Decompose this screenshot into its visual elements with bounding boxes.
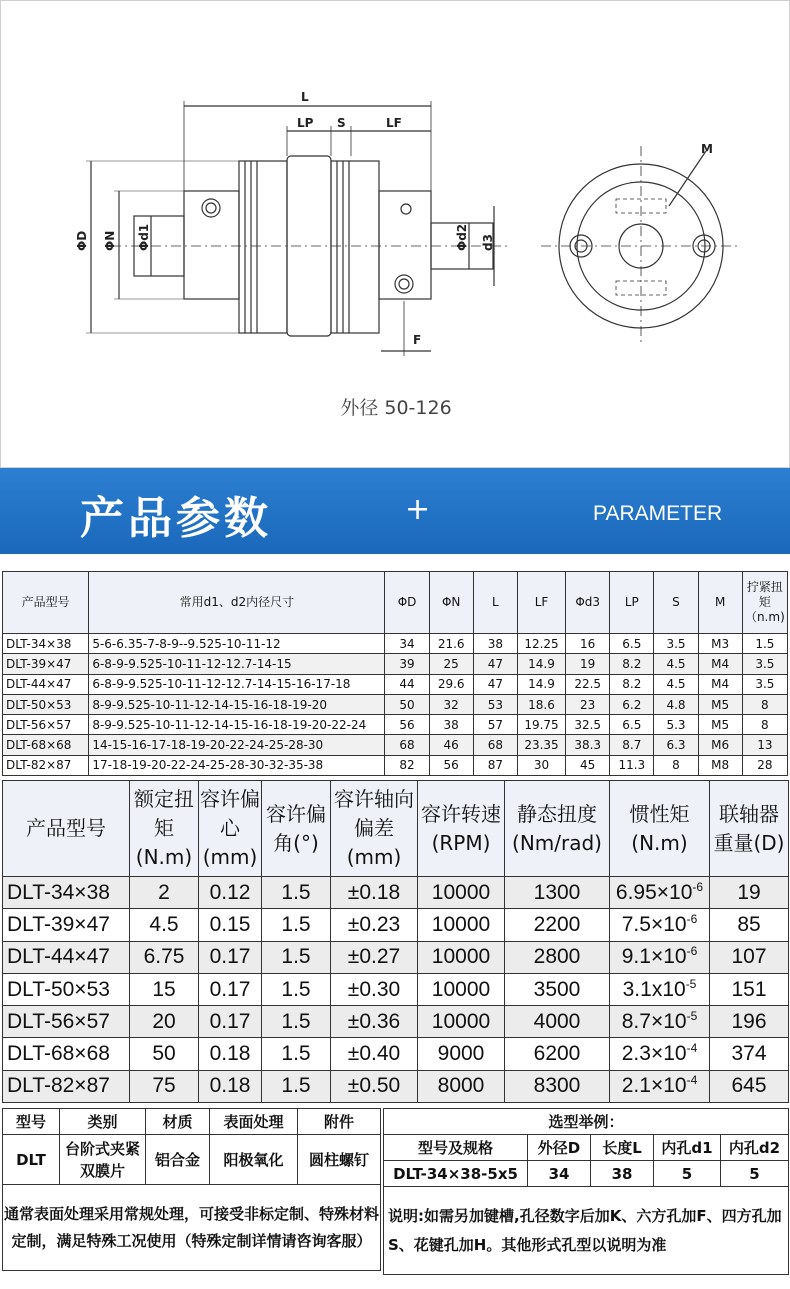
spec-cell: DLT bbox=[3, 1135, 60, 1185]
dimensions-row bbox=[3, 755, 788, 775]
dimensions-row bbox=[3, 674, 788, 694]
col-header: 惯性矩(N.m) bbox=[610, 781, 710, 877]
performance-cell-model: DLT-34×38 bbox=[3, 877, 130, 909]
dimensions-header-row bbox=[3, 572, 788, 634]
dimensions-cell: DLT-56×57 bbox=[3, 715, 89, 735]
inertia-base: 6.95×10 bbox=[615, 880, 693, 904]
performance-cell-weight: 151 bbox=[710, 973, 789, 1005]
dimensions-cell: 32 bbox=[429, 694, 473, 714]
col-header: 产品型号 bbox=[3, 572, 89, 634]
col-header: 类别 bbox=[60, 1109, 146, 1135]
dimensions-cell: 47 bbox=[473, 674, 517, 694]
label-M: M bbox=[701, 142, 713, 156]
inertia-base: 2.1×10 bbox=[621, 1074, 687, 1098]
performance-cell-axial: ±0.30 bbox=[331, 973, 418, 1005]
banner-title: 产品参数 bbox=[80, 493, 272, 544]
performance-cell-stiff: 2800 bbox=[505, 941, 610, 973]
dimensions-cell: 8.2 bbox=[610, 674, 654, 694]
left-flange bbox=[239, 161, 287, 333]
performance-cell-stiff: 3500 bbox=[505, 973, 610, 1005]
inertia-base: 2.3×10 bbox=[621, 1042, 687, 1066]
dimensions-row bbox=[3, 694, 788, 714]
dimensions-cell: 32.5 bbox=[566, 715, 610, 735]
inertia-exponent: -6 bbox=[692, 879, 704, 894]
performance-cell-weight: 85 bbox=[710, 909, 789, 941]
dimensions-cell: M8 bbox=[698, 755, 742, 775]
spec-header-row bbox=[3, 1109, 381, 1135]
performance-cell-weight: 107 bbox=[710, 941, 789, 973]
dimensions-cell: 87 bbox=[473, 755, 517, 775]
inertia-base: 3.1x10 bbox=[622, 977, 686, 1001]
performance-cell-rpm: 10000 bbox=[418, 909, 505, 941]
inertia-exponent: -5 bbox=[685, 976, 697, 991]
performance-row bbox=[3, 1070, 789, 1102]
performance-row bbox=[3, 1006, 789, 1038]
performance-cell-ecc: 0.15 bbox=[199, 909, 262, 941]
performance-cell-weight: 19 bbox=[710, 877, 789, 909]
dimensions-cell: 21.6 bbox=[429, 634, 473, 654]
performance-cell-inertia bbox=[610, 1070, 710, 1102]
label-LP: LP bbox=[297, 116, 314, 130]
performance-cell-weight: 196 bbox=[710, 1006, 789, 1038]
inertia-exponent: -6 bbox=[686, 911, 698, 926]
performance-cell-angle: 1.5 bbox=[262, 1070, 331, 1102]
dimensions-cell: 5-6-6.35-7-8-9--9.525-10-11-12 bbox=[89, 634, 385, 654]
inertia-exponent: -4 bbox=[686, 1041, 698, 1056]
performance-row bbox=[3, 973, 789, 1005]
col-header: L bbox=[473, 572, 517, 634]
dimensions-row bbox=[3, 634, 788, 654]
example-note: 说明:如需另加键槽,孔径数字后加K、六方孔加F、四方孔加S、花键孔加H。其他形式孔型以说明为准 bbox=[384, 1187, 789, 1275]
col-header: ΦD bbox=[385, 572, 429, 634]
col-header: M bbox=[698, 572, 742, 634]
col-header: 长度L bbox=[591, 1135, 654, 1161]
example-cell: 38 bbox=[591, 1161, 654, 1187]
dimensions-cell: 6.5 bbox=[610, 634, 654, 654]
performance-header-row bbox=[3, 781, 789, 877]
dimensions-cell: 11.3 bbox=[610, 755, 654, 775]
performance-cell-rpm: 8000 bbox=[418, 1070, 505, 1102]
performance-cell-rpm: 10000 bbox=[418, 1006, 505, 1038]
performance-cell-axial: ±0.27 bbox=[331, 941, 418, 973]
dimensions-cell: 50 bbox=[385, 694, 429, 714]
dimensions-cell: 56 bbox=[429, 755, 473, 775]
performance-cell-axial: ±0.18 bbox=[331, 877, 418, 909]
performance-cell-angle: 1.5 bbox=[262, 1006, 331, 1038]
performance-cell-rpm: 10000 bbox=[418, 973, 505, 1005]
dimensions-cell: 14.9 bbox=[517, 674, 565, 694]
dimensions-cell: DLT-82×87 bbox=[3, 755, 89, 775]
performance-cell-inertia bbox=[610, 877, 710, 909]
dimensions-cell: 68 bbox=[473, 735, 517, 755]
col-header: 额定扭矩(N.m) bbox=[130, 781, 199, 877]
dimensions-cell: 19 bbox=[566, 654, 610, 674]
dimensions-cell: 12.25 bbox=[517, 634, 565, 654]
label-L: L bbox=[301, 90, 309, 104]
performance-cell-axial: ±0.40 bbox=[331, 1038, 418, 1070]
dimensions-cell: 3.5 bbox=[654, 634, 698, 654]
dimensions-cell: 6.2 bbox=[610, 694, 654, 714]
dimensions-cell: 6.5 bbox=[610, 715, 654, 735]
dimensions-cell: 4.5 bbox=[654, 674, 698, 694]
performance-cell-torque: 6.75 bbox=[130, 941, 199, 973]
dimensions-cell: 4.5 bbox=[654, 654, 698, 674]
performance-row bbox=[3, 909, 789, 941]
label-phid2: Φd2 bbox=[455, 223, 469, 251]
dimensions-cell: 6-8-9-9.525-10-11-12-12.7-14-15 bbox=[89, 654, 385, 674]
performance-cell-ecc: 0.18 bbox=[199, 1038, 262, 1070]
dimensions-cell: 13 bbox=[742, 735, 787, 755]
col-header: 容许轴向偏差(mm) bbox=[331, 781, 418, 877]
label-F: F bbox=[413, 333, 422, 347]
label-phiD: ΦD bbox=[75, 230, 89, 251]
col-header: 内孔d1 bbox=[654, 1135, 721, 1161]
performance-cell-model: DLT-56×57 bbox=[3, 1006, 130, 1038]
dimensions-cell: 23 bbox=[566, 694, 610, 714]
performance-cell-angle: 1.5 bbox=[262, 909, 331, 941]
spec-note-row bbox=[3, 1185, 381, 1271]
performance-cell-rpm: 10000 bbox=[418, 941, 505, 973]
performance-cell-axial: ±0.36 bbox=[331, 1006, 418, 1038]
example-cell: 5 bbox=[721, 1161, 789, 1187]
dimensions-cell: DLT-44×47 bbox=[3, 674, 89, 694]
performance-cell-torque: 20 bbox=[130, 1006, 199, 1038]
example-note-row bbox=[384, 1187, 789, 1275]
performance-cell-model: DLT-39×47 bbox=[3, 909, 130, 941]
performance-row bbox=[3, 877, 789, 909]
dimensions-cell: 39 bbox=[385, 654, 429, 674]
performance-cell-stiff: 4000 bbox=[505, 1006, 610, 1038]
performance-cell-inertia bbox=[610, 1038, 710, 1070]
performance-cell-torque: 75 bbox=[130, 1070, 199, 1102]
spec-cell: 阳极氧化 bbox=[210, 1135, 298, 1185]
example-table bbox=[383, 1108, 789, 1275]
dimensions-cell: DLT-68×68 bbox=[3, 735, 89, 755]
inertia-base: 7.5×10 bbox=[621, 912, 687, 936]
dimensions-cell: M3 bbox=[698, 634, 742, 654]
dimensions-cell: M4 bbox=[698, 674, 742, 694]
performance-cell-inertia bbox=[610, 909, 710, 941]
dimensions-cell: 46 bbox=[429, 735, 473, 755]
dimensions-row bbox=[3, 654, 788, 674]
dimensions-cell: 38.3 bbox=[566, 735, 610, 755]
label-LF: LF bbox=[386, 116, 402, 130]
performance-cell-axial: ±0.23 bbox=[331, 909, 418, 941]
dimensions-cell: 5.3 bbox=[654, 715, 698, 735]
dimensions-cell: 8 bbox=[742, 694, 787, 714]
dimensions-cell: 38 bbox=[473, 634, 517, 654]
dimensions-row bbox=[3, 715, 788, 735]
performance-cell-torque: 4.5 bbox=[130, 909, 199, 941]
dimensions-cell: M5 bbox=[698, 715, 742, 735]
dimensions-cell: 8.7 bbox=[610, 735, 654, 755]
label-d3: d3 bbox=[481, 234, 495, 251]
dimensions-cell: 4.8 bbox=[654, 694, 698, 714]
col-header: ΦN bbox=[429, 572, 473, 634]
performance-cell-rpm: 10000 bbox=[418, 877, 505, 909]
dimensions-cell: 30 bbox=[517, 755, 565, 775]
dimensions-cell: M6 bbox=[698, 735, 742, 755]
right-hub bbox=[379, 191, 431, 299]
dimensions-cell: 47 bbox=[473, 654, 517, 674]
technical-drawing bbox=[0, 0, 790, 468]
spec-cell: 铝合金 bbox=[146, 1135, 210, 1185]
dimensions-row bbox=[3, 735, 788, 755]
col-header: 型号及规格 bbox=[384, 1135, 528, 1161]
dimensions-cell: 23.35 bbox=[517, 735, 565, 755]
performance-cell-angle: 1.5 bbox=[262, 1038, 331, 1070]
performance-cell-torque: 2 bbox=[130, 877, 199, 909]
dimensions-cell: 25 bbox=[429, 654, 473, 674]
performance-cell-stiff: 1300 bbox=[505, 877, 610, 909]
col-header: Φd3 bbox=[566, 572, 610, 634]
dimensions-cell: DLT-50×53 bbox=[3, 694, 89, 714]
performance-cell-model: DLT-50×53 bbox=[3, 973, 130, 1005]
performance-cell-ecc: 0.12 bbox=[199, 877, 262, 909]
drawing-caption: 外径 50-126 bbox=[340, 397, 452, 419]
dimensions-cell: 22.5 bbox=[566, 674, 610, 694]
performance-cell-ecc: 0.18 bbox=[199, 1070, 262, 1102]
col-header: LF bbox=[517, 572, 565, 634]
performance-cell-torque: 15 bbox=[130, 973, 199, 1005]
label-phid1: Φd1 bbox=[137, 223, 151, 251]
dimensions-cell: 29.6 bbox=[429, 674, 473, 694]
dimensions-table bbox=[2, 571, 788, 776]
performance-cell-ecc: 0.17 bbox=[199, 973, 262, 1005]
inertia-base: 8.7×10 bbox=[621, 1009, 687, 1033]
example-cell: DLT-34×38-5x5 bbox=[384, 1161, 528, 1187]
example-cell: 5 bbox=[654, 1161, 721, 1187]
label-S: S bbox=[337, 116, 346, 130]
performance-row bbox=[3, 1038, 789, 1070]
example-title-row bbox=[384, 1109, 789, 1135]
dimensions-cell: 19.75 bbox=[517, 715, 565, 735]
col-header: 表面处理 bbox=[210, 1109, 298, 1135]
col-header: 联轴器重量(D) bbox=[710, 781, 789, 877]
inertia-exponent: -4 bbox=[686, 1073, 698, 1088]
col-header: 容许偏心(mm) bbox=[199, 781, 262, 877]
example-title: 选型举例： bbox=[384, 1109, 789, 1135]
performance-cell-rpm: 9000 bbox=[418, 1038, 505, 1070]
dimensions-cell: M4 bbox=[698, 654, 742, 674]
example-row bbox=[384, 1161, 789, 1187]
performance-cell-angle: 1.5 bbox=[262, 877, 331, 909]
spec-note: 通常表面处理采用常规处理，可接受非标定制、特殊材料定制，满足特殊工况使用（特殊定制详情请咨询客服） bbox=[3, 1185, 381, 1271]
col-header: 产品型号 bbox=[3, 781, 130, 877]
dimensions-cell: 57 bbox=[473, 715, 517, 735]
col-header: 型号 bbox=[3, 1109, 60, 1135]
inertia-exponent: -6 bbox=[686, 944, 698, 959]
performance-cell-model: DLT-68×68 bbox=[3, 1038, 130, 1070]
plus-icon: + bbox=[405, 492, 431, 527]
dimensions-cell: 82 bbox=[385, 755, 429, 775]
dimensions-cell: 56 bbox=[385, 715, 429, 735]
dimensions-cell: 1.5 bbox=[742, 634, 787, 654]
right-flange bbox=[331, 161, 379, 333]
performance-cell-stiff: 2200 bbox=[505, 909, 610, 941]
dimensions-cell: 44 bbox=[385, 674, 429, 694]
performance-cell-stiff: 8300 bbox=[505, 1070, 610, 1102]
spec-cell: 台阶式夹紧双膜片 bbox=[60, 1135, 146, 1185]
dimensions-cell: 6.3 bbox=[654, 735, 698, 755]
dimensions-cell: M5 bbox=[698, 694, 742, 714]
performance-cell-model: DLT-82×87 bbox=[3, 1070, 130, 1102]
dimensions-cell: 38 bbox=[429, 715, 473, 735]
col-header: 材质 bbox=[146, 1109, 210, 1135]
performance-cell-model: DLT-44×47 bbox=[3, 941, 130, 973]
spec-table bbox=[2, 1108, 381, 1271]
dimensions-cell: 8.2 bbox=[610, 654, 654, 674]
dimensions-cell: 45 bbox=[566, 755, 610, 775]
col-header: 容许转速(RPM) bbox=[418, 781, 505, 877]
example-header-row bbox=[384, 1135, 789, 1161]
performance-cell-axial: ±0.50 bbox=[331, 1070, 418, 1102]
inertia-base: 9.1×10 bbox=[621, 945, 687, 969]
performance-cell-ecc: 0.17 bbox=[199, 1006, 262, 1038]
performance-cell-inertia bbox=[610, 973, 710, 1005]
dimensions-cell: 16 bbox=[566, 634, 610, 654]
label-phiN: ΦN bbox=[103, 230, 117, 251]
section-banner bbox=[0, 468, 790, 554]
col-header: S bbox=[654, 572, 698, 634]
left-hub bbox=[184, 191, 239, 299]
dimensions-cell: 6-8-9-9.525-10-11-12-12.7-14-15-16-17-18 bbox=[89, 674, 385, 694]
performance-cell-inertia bbox=[610, 1006, 710, 1038]
performance-cell-weight: 374 bbox=[710, 1038, 789, 1070]
performance-table bbox=[2, 780, 789, 1103]
dimensions-cell: 8 bbox=[654, 755, 698, 775]
dimensions-cell: DLT-34×38 bbox=[3, 634, 89, 654]
dimensions-cell: 53 bbox=[473, 694, 517, 714]
performance-cell-angle: 1.5 bbox=[262, 973, 331, 1005]
performance-cell-angle: 1.5 bbox=[262, 941, 331, 973]
dimensions-cell: 68 bbox=[385, 735, 429, 755]
col-header: 静态扭度(Nm/rad) bbox=[505, 781, 610, 877]
dimensions-cell: 14.9 bbox=[517, 654, 565, 674]
dimensions-cell: 8-9-9.525-10-11-12-14-15-16-18-19-20 bbox=[89, 694, 385, 714]
inertia-exponent: -5 bbox=[686, 1008, 698, 1023]
col-header: 容许偏角(°) bbox=[262, 781, 331, 877]
spec-cell: 圆柱螺钉 bbox=[298, 1135, 381, 1185]
performance-cell-inertia bbox=[610, 941, 710, 973]
performance-cell-ecc: 0.17 bbox=[199, 941, 262, 973]
dimensions-cell: 14-15-16-17-18-19-20-22-24-25-28-30 bbox=[89, 735, 385, 755]
performance-cell-torque: 50 bbox=[130, 1038, 199, 1070]
banner-subtitle: PARAMETER bbox=[593, 502, 723, 525]
col-header: LP bbox=[610, 572, 654, 634]
dimensions-cell: 18.6 bbox=[517, 694, 565, 714]
performance-row bbox=[3, 941, 789, 973]
col-header: 常用d1、d2内径尺寸 bbox=[89, 572, 385, 634]
dimensions-cell: 3.5 bbox=[742, 674, 787, 694]
col-header: 拧紧扭矩（n.m) bbox=[742, 572, 787, 634]
dimensions-cell: 8 bbox=[742, 715, 787, 735]
example-cell: 34 bbox=[528, 1161, 591, 1187]
dimensions-cell: DLT-39×47 bbox=[3, 654, 89, 674]
dimensions-cell: 3.5 bbox=[742, 654, 787, 674]
col-header: 外径D bbox=[528, 1135, 591, 1161]
col-header: 内孔d2 bbox=[721, 1135, 789, 1161]
dimensions-cell: 17-18-19-20-22-24-25-28-30-32-35-38 bbox=[89, 755, 385, 775]
spec-row bbox=[3, 1135, 381, 1185]
col-header: 附件 bbox=[298, 1109, 381, 1135]
performance-cell-weight: 645 bbox=[710, 1070, 789, 1102]
dimensions-cell: 8-9-9.525-10-11-12-14-15-16-18-19-20-22-24 bbox=[89, 715, 385, 735]
dimensions-cell: 28 bbox=[742, 755, 787, 775]
performance-cell-stiff: 6200 bbox=[505, 1038, 610, 1070]
dimensions-cell: 34 bbox=[385, 634, 429, 654]
